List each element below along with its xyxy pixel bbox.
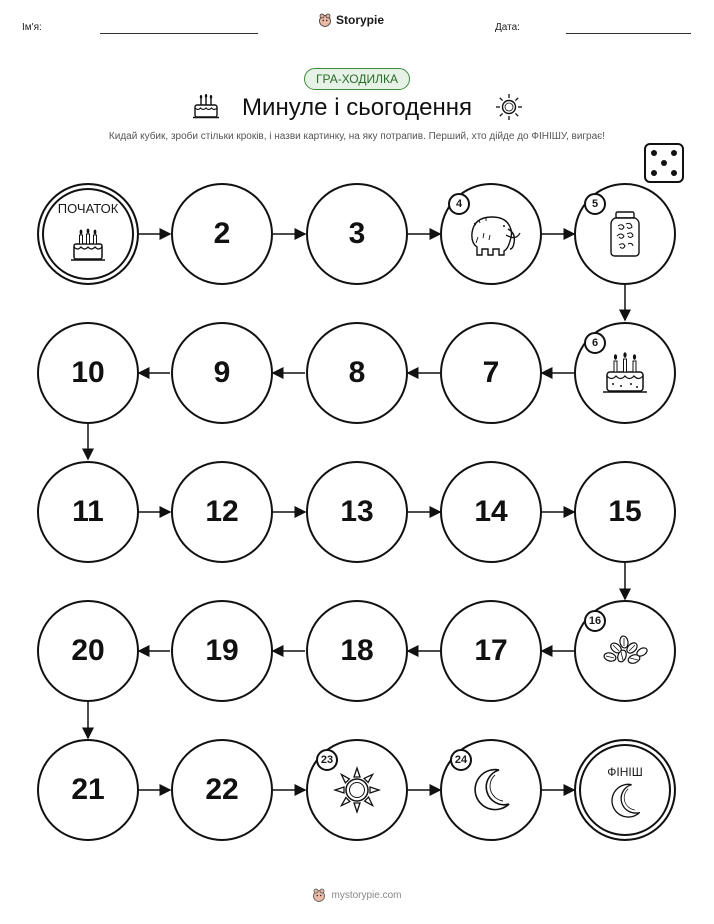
moon-icon <box>469 766 513 814</box>
jar-icon <box>608 210 642 258</box>
board-cell-16[interactable] <box>574 600 676 702</box>
cake-icon <box>68 227 108 263</box>
board-cell-21[interactable] <box>37 739 139 841</box>
board-cell-3[interactable] <box>306 183 408 285</box>
cell-number: 10 <box>71 356 105 389</box>
cell-number: 18 <box>340 634 374 667</box>
board-cell-9[interactable] <box>171 322 273 424</box>
board-cell-11[interactable] <box>37 461 139 563</box>
board-cell-8[interactable] <box>306 322 408 424</box>
board-cell-7[interactable] <box>440 322 542 424</box>
finish-label: ФІНІШ <box>607 765 643 779</box>
sun-icon <box>332 765 382 815</box>
cell-number: 22 <box>205 773 239 806</box>
cell-number: 17 <box>474 634 508 667</box>
cell-number: 9 <box>213 356 231 389</box>
cell-badge: 24 <box>450 749 472 771</box>
cell-number: 7 <box>482 356 500 389</box>
board-cell-23[interactable] <box>306 739 408 841</box>
board-cell-14[interactable] <box>440 461 542 563</box>
board-cell-start[interactable] <box>37 183 139 285</box>
board-cell-19[interactable] <box>171 600 273 702</box>
cell-number: 14 <box>474 495 508 528</box>
footer-link[interactable]: mystorypie.com <box>331 889 402 901</box>
board-cell-5[interactable] <box>574 183 676 285</box>
board-cell-20[interactable] <box>37 600 139 702</box>
cell-badge: 16 <box>584 610 606 632</box>
cell-number: 21 <box>71 773 105 806</box>
seeds-icon <box>602 634 648 668</box>
board-cell-4[interactable] <box>440 183 542 285</box>
instructions: Кидай кубик, зроби стільки кроків, і назви картинку, на яку потрапив. Перший, хто дійде до ФІНІШУ, виграє! <box>108 131 606 142</box>
page-title: Минуле і сьогодення <box>242 94 472 121</box>
cell-badge: 23 <box>316 749 338 771</box>
cell-badge: 4 <box>448 193 470 215</box>
board-cell-22[interactable] <box>171 739 273 841</box>
footer <box>0 888 714 902</box>
brand-name: Storypie <box>336 13 385 27</box>
board-cell-24[interactable] <box>440 739 542 841</box>
cell-number: 3 <box>348 217 366 250</box>
start-label: ПОЧАТОК <box>57 201 119 216</box>
cell-badge: 5 <box>584 193 606 215</box>
cell-number: 11 <box>72 495 104 528</box>
cell-number: 15 <box>608 495 642 528</box>
cell-number: 2 <box>213 217 231 250</box>
board-cell-18[interactable] <box>306 600 408 702</box>
board-cell-12[interactable] <box>171 461 273 563</box>
game-type-badge: ГРА-ХОДИЛКА <box>304 68 410 90</box>
storypie-logo-icon <box>312 888 326 902</box>
moon-icon <box>607 781 643 821</box>
mammoth-icon <box>460 211 522 257</box>
board-cell-2[interactable] <box>171 183 273 285</box>
board-cell-17[interactable] <box>440 600 542 702</box>
board-cell-10[interactable] <box>37 322 139 424</box>
cell-number: 13 <box>340 495 374 528</box>
date-label: Дата: <box>495 22 520 33</box>
board-cell-finish[interactable] <box>574 739 676 841</box>
cake-icon <box>601 350 649 396</box>
cell-number: 8 <box>348 356 366 389</box>
cell-number: 12 <box>205 495 239 528</box>
name-label: Ім'я: <box>22 22 42 33</box>
board-cell-6[interactable] <box>574 322 676 424</box>
board-cell-13[interactable] <box>306 461 408 563</box>
cell-number: 20 <box>71 634 105 667</box>
board-cell-15[interactable] <box>574 461 676 563</box>
cell-number: 19 <box>205 634 239 667</box>
cell-badge: 6 <box>584 332 606 354</box>
